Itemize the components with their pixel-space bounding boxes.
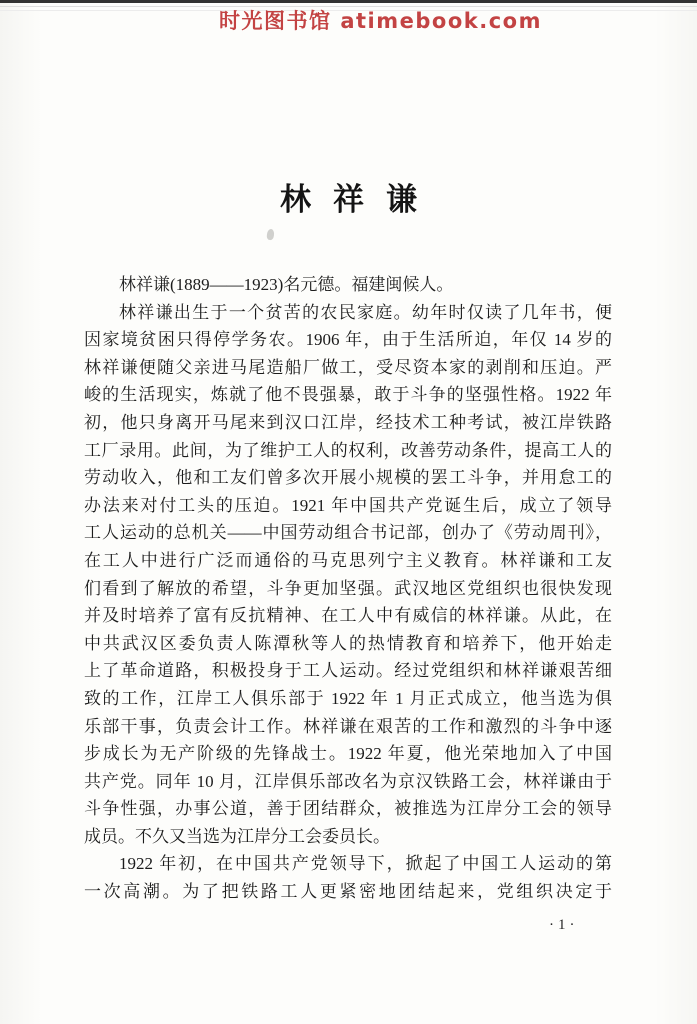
text-line: 办法来对付工头的压迫。1921 年中国共产党诞生后，成立了领导 [84,495,612,515]
text-line: 步成长为无产阶级的先锋战士。1922 年夏，他光荣地加入了中国 [84,744,612,764]
text-line: 共产党。同年 10 月，江岸俱乐部改名为京汉铁路工会，林祥谦由于 [84,771,612,791]
text-line: 林祥谦便随父亲进马尾造船厂做工，受尽资本家的剥削和压迫。严 [84,357,612,377]
text-line: 上了革命道路，积极投身于工人运动。经过党组织和林祥谦艰苦细 [84,661,612,681]
text-line: 致的工作，江岸工人俱乐部于 1922 年 1 月正式成立，他当选为俱 [84,688,612,708]
text-line: 工厂录用。此间，为了维护工人的权利，改善劳动条件，提高工人的 [84,440,612,460]
text-line: 斗争性强，办事公道，善于团结群众，被推选为江岸分工会的领导 [84,799,612,819]
scan-speck-artifact [266,229,274,241]
text-line: 一次高潮。为了把铁路工人更紧密地团结起来，党组织决定于 [84,882,612,902]
text-line: 初，他只身离开马尾来到汉口江岸，经技术工种考试，被江岸铁路 [84,412,612,432]
text-line: 1922 年初，在中国共产党领导下，掀起了中国工人运动的第 [119,854,612,874]
text-line: 林祥谦(1889——1923)名元德。福建闽候人。 [119,275,454,294]
body-text [84,271,612,906]
scan-edge-artifact [0,0,697,3]
page-number: ·1· [549,917,579,933]
text-line: 因家境贫困只得停学务农。1906 年，由于生活所迫，年仅 14 岁的 [84,330,612,350]
text-line: 林祥谦出生于一个贫苦的农民家庭。幼年时仅读了几年书，便 [119,302,612,322]
text-line: 们看到了解放的希望，斗争更加坚强。武汉地区党组织也很快发现 [84,578,612,598]
library-watermark: 时光图书馆 atimebook.com [219,9,542,33]
text-line: 峻的生活现实，炼就了他不畏强暴，敢于斗争的坚强性格。1922 年 [84,385,612,405]
text-line: 工人运动的总机关——中国劳动组合书记部，创办了《劳动周刊》， [84,523,612,543]
text-line: 在工人中进行广泛而通俗的马克思列宁主义教育。林祥谦和工友 [84,550,612,570]
text-line: 中共武汉区委负责人陈潭秋等人的热情教育和培养下，他开始走 [84,633,612,653]
text-line: 并及时培养了富有反抗精神、在工人中有威信的林祥谦。从此，在 [84,606,612,626]
text-line: 劳动收入，他和工友们曾多次开展小规模的罢工斗争，并用怠工的 [84,468,612,488]
text-line: 成员。不久又当选为江岸分工会委员长。 [84,826,390,846]
text-line: 乐部干事，负责会计工作。林祥谦在艰苦的工作和激烈的斗争中逐 [84,716,612,736]
chapter-title: 林祥谦 [280,182,439,217]
